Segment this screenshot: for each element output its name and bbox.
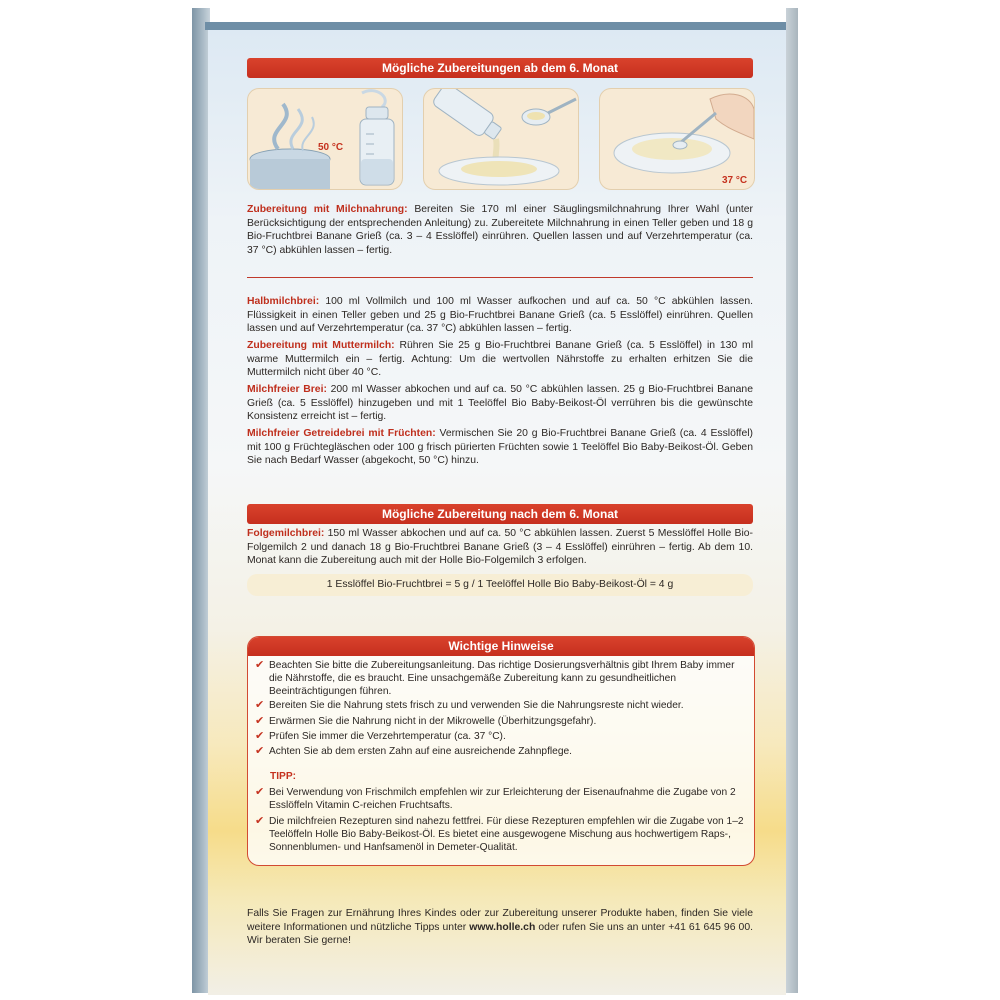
folgemilchbrei-text: 150 ml Wasser abkochen und auf ca. 50 °C abkühlen lassen. Zuerst 5 Messlöffel Holle Bio-Folgemilch 2 und danach 18 g Bio-Fruchtbrei Banane Grieß (3 – 4 Esslöffel) einrühren – fertig. Ab dem 10. Monat kann die Zubereitung auch mit der Holle Bio-Folgemilch 3 erfolgen. [247,528,753,567]
temperature-label-37: 37 °C [722,175,748,186]
illustration-boiling-and-bottle [247,88,403,190]
muttermilch-paragraph [247,339,753,380]
note-text: Achten Sie ab dem ersten Zahn auf eine ausreichende Zahnpflege. [269,746,572,757]
getreidebrei-label: Milchfreier Getreidebrei mit Früchten: [247,428,436,439]
measurement-formula [247,574,753,596]
illustration-pouring [423,88,579,190]
milchnahrung-text: Bereiten Sie 170 ml einer Säuglingsmilchnahrung Ihrer Wahl (unter Berücksichtigung der entsprechenden Anleitung) zu. Zubereitete Milchnahrung in einen Teller geben und 18 g Bio-Fruchtbrei Banane Grieß (ca. 3 – 4 Esslöffel) einrühren. Quellen lassen und auf Verzehrtemperatur (ca. 37 °C) abkühlen lassen – fertig. [247,204,753,256]
checkmark-icon: ✔ [255,815,265,827]
milchfreier-brei-paragraph [247,383,753,424]
note-text: Prüfen Sie immer die Verzehrtemperatur (ca. 37 °C). [269,731,506,742]
muttermilch-label: Zubereitung mit Muttermilch: [247,340,395,351]
note-text: Beachten Sie bitte die Zubereitungsanleitung. Das richtige Dosierungsverhältnis gibt Ihrem Baby immer die Nährstoffe, die es braucht. Eine unsachgemäße Zubereitung kann zu gesundheitlichen Beeinträchtigungen führen. [269,660,735,698]
box-right-edge [786,8,798,993]
milchfreier-brei-text: 200 ml Wasser abkochen und auf ca. 50 °C abkühlen lassen. 25 g Bio-Fruchtbrei Banane Grieß (ca. 5 Esslöffel) hinzugeben und mit 1 Teelöffel Bio Baby-Beikost-Öl verrühren bis die gewünschte Konsistenz erreicht ist – fertig. [247,384,753,423]
getreidebrei-text: Vermischen Sie 20 g Bio-Fruchtbrei Banane Grieß (ca. 4 Esslöffel) mit 100 g Früchtegläschen oder 100 g frisch pürierten Früchten sowie 1 Teelöffel Bio Baby-Beikost-Öl. Geben Sie nach Bedarf Wasser (abgekocht, 50 °C) hinzu. [247,428,753,467]
tipp-label: TIPP: [270,771,297,782]
important-notes-title: Wichtige Hinweise [448,639,554,653]
checkmark-icon: ✔ [255,745,265,757]
illustration-stirring [599,88,755,190]
spoon-icon [520,95,578,135]
getreidebrei-paragraph [247,427,753,468]
important-notes-header [248,637,754,656]
box-top-edge [205,22,790,30]
folgemilchbrei-paragraph [247,527,753,568]
section-header-ab-6-monat [247,58,753,78]
note-text: Bereiten Sie die Nahrung stets frisch zu und verwenden Sie die Nahrungsreste nicht wieder. [269,700,684,711]
important-notes-box [247,636,755,866]
website-link[interactable]: www.holle.ch [469,921,536,933]
halbmilchbrei-label: Halbmilchbrei: [247,296,320,307]
formula-text: 1 Esslöffel Bio-Fruchtbrei = 5 g / 1 Teelöffel Holle Bio Baby-Beikost-Öl = 4 g [326,579,674,590]
muttermilch-text: Rühren Sie 25 g Bio-Fruchtbrei Banane Grieß (ca. 5 Esslöffel) in 130 ml warme Muttermilch ein – fertig. Achtung: Um die wertvollen Nährstoffe zu erhalten erhitzen Sie die Muttermilch nicht über 40 °C. [247,340,754,379]
contact-footer [247,907,753,948]
checkmark-icon: ✔ [255,699,265,711]
section-header-nach-6-monat [247,504,753,524]
note-text: Erwärmen Sie die Nahrung nicht in der Mikrowelle (Überhitzungsgefahr). [269,716,597,727]
tipp-text: Die milchfreien Rezepturen sind nahezu fettfrei. Für diese Rezepturen empfehlen wir die Zugabe von 1–2 Teelöffeln Holle Bio Baby-Beikost-Öl. Es bietet eine ausgewogene Mischung aus hochwertigem Raps-, Sonnenblumen- und Hanfsamenöl in Demeter-Qualität. [269,816,744,854]
milchfreier-brei-label: Milchfreier Brei: [247,384,327,395]
section-title: Mögliche Zubereitungen ab dem 6. Monat [381,61,618,75]
section-title: Mögliche Zubereitung nach dem 6. Monat [381,507,618,521]
milchnahrung-paragraph [247,203,753,257]
folgemilchbrei-label: Folgemilchbrei: [247,528,325,539]
halbmilchbrei-text: 100 ml Vollmilch und 100 ml Wasser aufkochen und auf ca. 50 °C abkühlen lassen. Flüssigkeit in einen Teller geben und 25 g Bio-Fruchtbrei Banane Grieß (ca. 5 Esslöffel) einrühren. Quellen lassen und auf Verzehrtemperatur (ca. 37 °C) abkühlen lassen – fertig. [247,296,753,335]
milchnahrung-label: Zubereitung mit Milchnahrung: [247,204,408,215]
checkmark-icon: ✔ [255,730,265,742]
checkmark-icon: ✔ [255,715,265,727]
checkmark-icon: ✔ [255,786,265,798]
footer-text-phone: oder rufen Sie uns an unter +41 61 645 96 00. Wir beraten Sie gerne! [247,921,753,947]
halbmilchbrei-paragraph [247,295,753,336]
bottle-icon [352,89,402,189]
divider [247,277,753,278]
footer-text: Falls Sie Fragen zur Ernährung Ihres Kindes oder zur Zubereitung unserer Produkte haben, finden Sie viele weitere Informationen und nützliche Tipps unter [247,908,753,933]
tipp-text: Bei Verwendung von Frischmilch empfehlen wir zur Erleichterung der Eisenaufnahme die Zugabe von 2 Esslöffeln Vitamin C-reichen Fruchtsafts. [269,787,736,812]
checkmark-icon: ✔ [255,659,265,671]
hand-spoon-icon [670,89,754,159]
temperature-label-50: 50 °C [318,142,344,153]
